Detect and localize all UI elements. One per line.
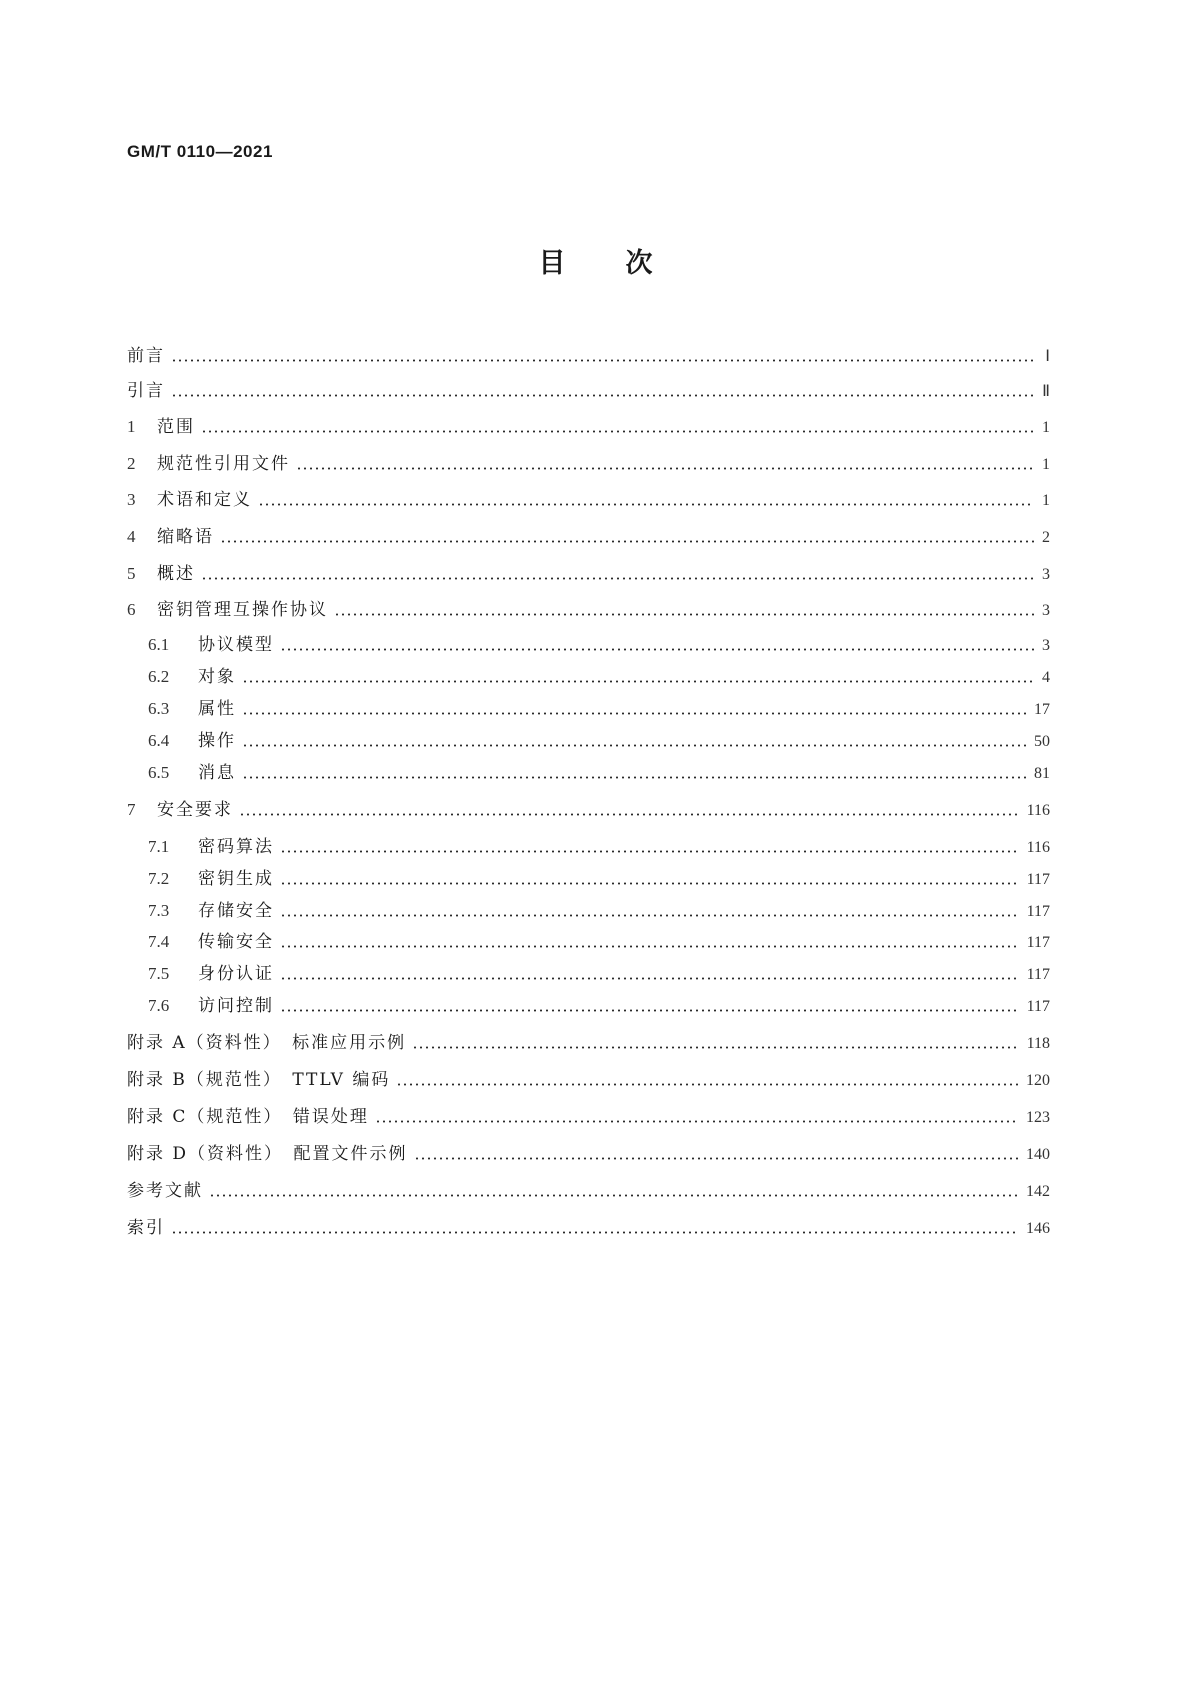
toc-entry-6-2[interactable] — [148, 666, 1050, 688]
toc-leader-dots — [258, 503, 1034, 506]
toc-entry-foreword[interactable] — [127, 345, 1050, 367]
toc-leader-dots — [296, 467, 1034, 470]
toc-entry-page: 117 — [1026, 966, 1050, 983]
toc-entry-page: 2 — [1042, 529, 1050, 546]
toc-entry-text: 附录 D（资料性） 配置文件示例 — [127, 1144, 408, 1164]
toc-entry-number: 7.3 — [148, 901, 170, 920]
toc-entry-text: 参考文献 — [127, 1181, 203, 1201]
toc-entry-page: 117 — [1026, 903, 1050, 920]
toc-leader-dots — [280, 648, 1034, 651]
toc-entry-number: 7.6 — [148, 996, 170, 1015]
toc-entry-number: 7.1 — [148, 837, 170, 856]
toc-leader-dots — [280, 850, 1019, 853]
toc-entry-number: 4 — [127, 527, 136, 546]
toc-entry-text: 访问控制 — [198, 996, 274, 1016]
toc-leader-dots — [201, 430, 1034, 433]
toc-entry-number: 6.1 — [148, 635, 170, 654]
toc-entry-text: 协议模型 — [198, 635, 274, 655]
toc-leader-dots — [220, 540, 1034, 543]
toc-entry-number: 6.5 — [148, 763, 170, 782]
toc-entry-text: 索引 — [127, 1218, 165, 1238]
toc-leader-dots — [280, 882, 1019, 885]
toc-entry-1[interactable] — [127, 416, 1050, 438]
toc-leader-dots — [414, 1157, 1018, 1160]
toc-entry-7-1[interactable] — [148, 836, 1050, 858]
toc-leader-dots — [171, 359, 1034, 362]
toc-entry-7[interactable] — [127, 799, 1050, 821]
toc-entry-2[interactable] — [127, 453, 1050, 475]
toc-entry-appendix-b[interactable] — [127, 1069, 1050, 1091]
toc-leader-dots — [242, 712, 1026, 715]
page-title: 目次 — [538, 248, 713, 279]
toc-entry-page: 116 — [1026, 839, 1050, 856]
toc-entry-page: 117 — [1026, 871, 1050, 888]
toc-entry-page: Ⅱ — [1042, 383, 1050, 400]
toc-entry-text: 安全要求 — [157, 800, 233, 820]
toc-leader-dots — [375, 1120, 1018, 1123]
toc-entry-index[interactable] — [127, 1217, 1050, 1239]
toc-entry-text: 属性 — [198, 699, 236, 719]
toc-leader-dots — [171, 394, 1034, 397]
toc-entry-page: 117 — [1026, 998, 1050, 1015]
toc-entry-6-4[interactable] — [148, 730, 1050, 752]
toc-entry-number: 5 — [127, 564, 136, 583]
toc-leader-dots — [171, 1231, 1018, 1234]
toc-entry-number: 7.5 — [148, 964, 170, 983]
toc-entry-page: 17 — [1034, 701, 1050, 718]
toc-entry-appendix-a[interactable] — [127, 1032, 1050, 1054]
toc-entry-page: 81 — [1034, 765, 1050, 782]
toc-entry-text: 密钥管理互操作协议 — [157, 600, 328, 620]
toc-entry-text: 密码算法 — [198, 837, 274, 857]
toc-entry-number: 6 — [127, 600, 136, 619]
toc-entry-text: 范围 — [157, 417, 195, 437]
toc-entry-text: 传输安全 — [198, 932, 274, 952]
toc-leader-dots — [242, 776, 1026, 779]
toc-entry-text: 消息 — [198, 763, 236, 783]
toc-entry-text: 对象 — [198, 667, 236, 687]
toc-entry-7-4[interactable] — [148, 931, 1050, 953]
toc-entry-number: 7.2 — [148, 869, 170, 888]
toc-leader-dots — [242, 680, 1034, 683]
toc-entry-text: 密钥生成 — [198, 869, 274, 889]
toc-entry-page: 142 — [1026, 1183, 1050, 1200]
toc-leader-dots — [412, 1046, 1018, 1049]
toc-entry-4[interactable] — [127, 526, 1050, 548]
toc-leader-dots — [280, 945, 1019, 948]
toc-entry-page: 3 — [1042, 602, 1050, 619]
toc-entry-page: 1 — [1042, 456, 1050, 473]
toc-entry-text: 缩略语 — [157, 527, 214, 547]
toc-entry-text: 前言 — [127, 346, 165, 366]
standard-code: GM/T 0110—2021 — [127, 142, 273, 161]
toc-entry-3[interactable] — [127, 489, 1050, 511]
toc-entry-page: 140 — [1026, 1146, 1050, 1163]
toc-leader-dots — [280, 1009, 1019, 1012]
toc-entry-text: 附录 C（规范性） 错误处理 — [127, 1107, 369, 1127]
toc-entry-7-2[interactable] — [148, 868, 1050, 890]
toc-entry-number: 7 — [127, 800, 136, 819]
toc-entry-text: 引言 — [127, 381, 165, 401]
toc-entry-page: 50 — [1034, 733, 1050, 750]
toc-entry-page: 1 — [1042, 419, 1050, 436]
toc-leader-dots — [242, 744, 1026, 747]
toc-entry-page: Ⅰ — [1045, 348, 1050, 365]
toc-entry-appendix-c[interactable] — [127, 1106, 1050, 1128]
toc-entry-page: 118 — [1026, 1035, 1050, 1052]
toc-entry-page: 117 — [1026, 934, 1050, 951]
toc-entry-page: 116 — [1026, 802, 1050, 819]
toc-entry-page: 123 — [1026, 1109, 1050, 1126]
toc-entry-introduction[interactable] — [127, 380, 1050, 402]
toc-entry-number: 1 — [127, 417, 136, 436]
toc-entry-text: 存储安全 — [198, 901, 274, 921]
toc-entry-number: 3 — [127, 490, 136, 509]
toc-leader-dots — [280, 977, 1019, 980]
toc-entry-text: 概述 — [157, 564, 195, 584]
toc-entry-number: 2 — [127, 454, 136, 473]
toc-leader-dots — [396, 1083, 1018, 1086]
toc-entry-page: 1 — [1042, 492, 1050, 509]
toc-leader-dots — [201, 577, 1034, 580]
toc-entry-text: 身份认证 — [198, 964, 274, 984]
toc-entry-number: 6.3 — [148, 699, 170, 718]
toc-entry-number: 6.2 — [148, 667, 170, 686]
toc-entry-page: 120 — [1026, 1072, 1050, 1089]
toc-entry-6-3[interactable] — [148, 698, 1050, 720]
toc-leader-dots — [280, 914, 1019, 917]
toc-entry-text: 附录 A（资料性） 标准应用示例 — [127, 1033, 407, 1053]
toc-entry-appendix-d[interactable] — [127, 1143, 1050, 1165]
toc-entry-text: 附录 B（规范性） TTLV 编码 — [127, 1070, 391, 1090]
toc-entry-number: 7.4 — [148, 932, 170, 951]
toc-entry-page: 3 — [1042, 637, 1050, 654]
toc-entry-7-6[interactable] — [148, 995, 1050, 1017]
toc-entry-page: 146 — [1026, 1220, 1050, 1237]
toc-entry-7-5[interactable] — [148, 963, 1050, 985]
toc-entry-7-3[interactable] — [148, 900, 1050, 922]
toc-entry-6-1[interactable] — [148, 634, 1050, 656]
toc-leader-dots — [209, 1194, 1018, 1197]
toc-entry-text: 规范性引用文件 — [157, 454, 290, 474]
toc-entry-6-5[interactable] — [148, 762, 1050, 784]
toc-entry-number: 6.4 — [148, 731, 170, 750]
toc-leader-dots — [334, 613, 1034, 616]
toc-entry-bibliography[interactable] — [127, 1180, 1050, 1202]
toc-entry-text: 操作 — [198, 731, 236, 751]
toc-leader-dots — [239, 813, 1019, 816]
toc-entry-5[interactable] — [127, 563, 1050, 585]
toc-entry-page: 3 — [1042, 566, 1050, 583]
toc-entry-text: 术语和定义 — [157, 490, 252, 510]
toc-entry-6[interactable] — [127, 599, 1050, 621]
toc-entry-page: 4 — [1042, 669, 1050, 686]
